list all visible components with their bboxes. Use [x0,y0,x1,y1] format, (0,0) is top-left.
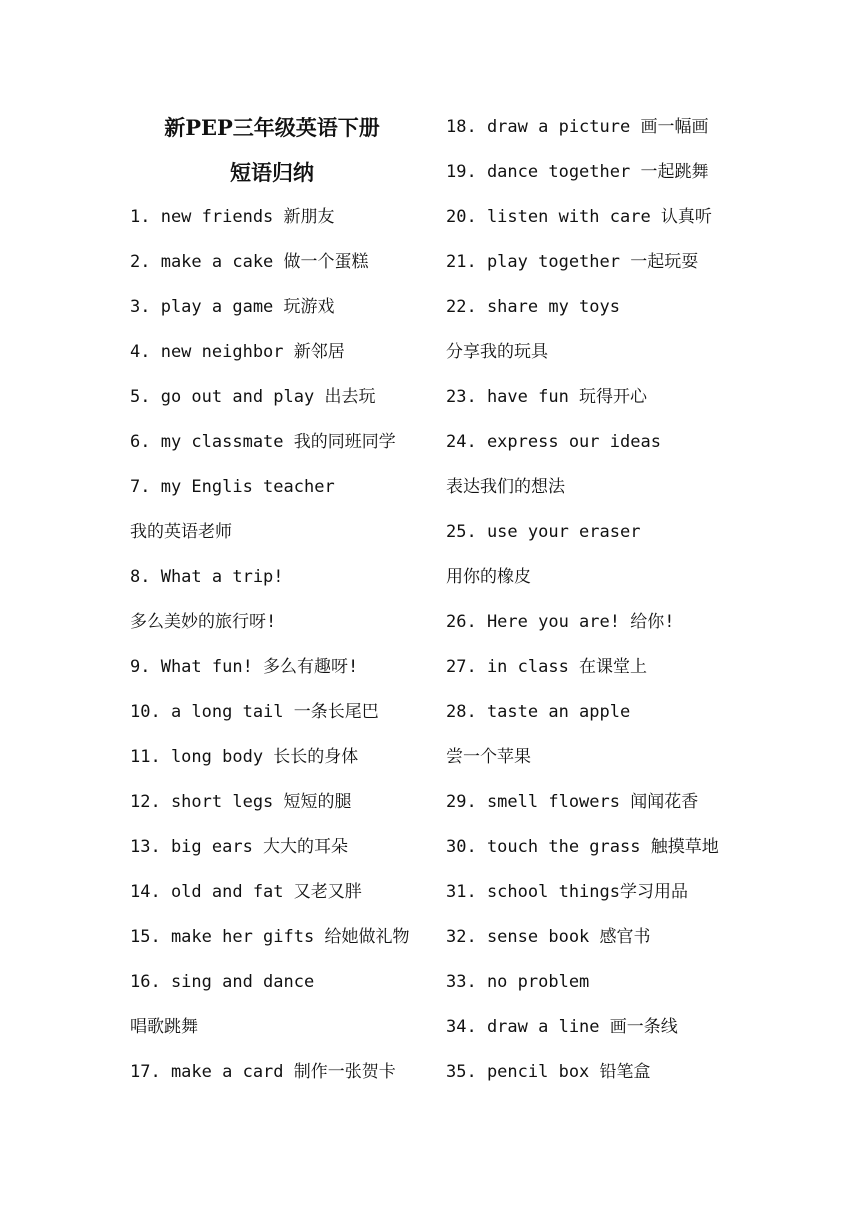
phrase-line: 22. share my toys [446,297,620,317]
phrase-line: 3. play a game 玩游戏 [130,297,335,317]
phrase-line: 用你的橡皮 [446,567,531,587]
phrase-line: 9. What fun! 多么有趣呀! [130,657,359,677]
phrase-line: 30. touch the grass 触摸草地 [446,837,719,857]
phrase-line: 21. play together 一起玩耍 [446,252,699,272]
phrase-line: 5. go out and play 出去玩 [130,387,376,407]
phrase-line: 35. pencil box 铅笔盒 [446,1062,651,1082]
phrase-line: 6. my classmate 我的同班同学 [130,432,396,452]
phrase-line: 2. make a cake 做一个蛋糕 [130,252,369,272]
phrase-line: 11. long body 长长的身体 [130,747,359,767]
phrase-line: 28. taste an apple [446,702,631,722]
phrase-line: 15. make her gifts 给她做礼物 [130,927,410,947]
phrase-line: 19. dance together 一起跳舞 [446,162,709,182]
phrase-line: 17. make a card 制作一张贺卡 [130,1062,396,1082]
phrase-line: 4. new neighbor 新邻居 [130,342,345,362]
phrase-line: 18. draw a picture 画一幅画 [446,117,709,137]
phrase-line: 10. a long tail 一条长尾巴 [130,702,379,722]
phrase-line: 20. listen with care 认真听 [446,207,712,227]
phrase-line: 24. express our ideas [446,432,661,452]
phrase-line: 13. big ears 大大的耳朵 [130,837,349,857]
phrase-line: 25. use your eraser [446,522,641,542]
phrase-line: 26. Here you are! 给你! [446,612,675,632]
phrase-line: 34. draw a line 画一条线 [446,1017,678,1037]
phrase-line: 分享我的玩具 [446,342,548,362]
phrase-line: 31. school things学习用品 [446,882,688,902]
phrase-line: 27. in class 在课堂上 [446,657,648,677]
title-line-2: 短语归纳 [230,160,314,185]
phrase-line: 尝一个苹果 [446,747,531,767]
phrase-line: 33. no problem [446,972,590,992]
phrase-line: 12. short legs 短短的腿 [130,792,352,812]
phrase-line: 14. old and fat 又老又胖 [130,882,362,902]
phrase-line: 29. smell flowers 闻闻花香 [446,792,699,812]
phrase-line: 32. sense book 感官书 [446,927,651,947]
phrase-line: 表达我们的想法 [446,477,565,497]
phrase-line: 16. sing and dance [130,972,315,992]
phrase-line: 8. What a trip! [130,567,284,587]
title-line-1: 新PEP三年级英语下册 [164,115,380,140]
right-column [446,105,746,1095]
left-column [130,105,430,1095]
phrase-line: 1. new friends 新朋友 [130,207,335,227]
phrase-line: 唱歌跳舞 [130,1017,198,1037]
phrase-line: 23. have fun 玩得开心 [446,387,648,407]
phrase-line: 我的英语老师 [130,522,232,542]
phrase-line: 7. my Englis teacher [130,477,335,497]
phrase-line: 多么美妙的旅行呀! [130,612,277,632]
